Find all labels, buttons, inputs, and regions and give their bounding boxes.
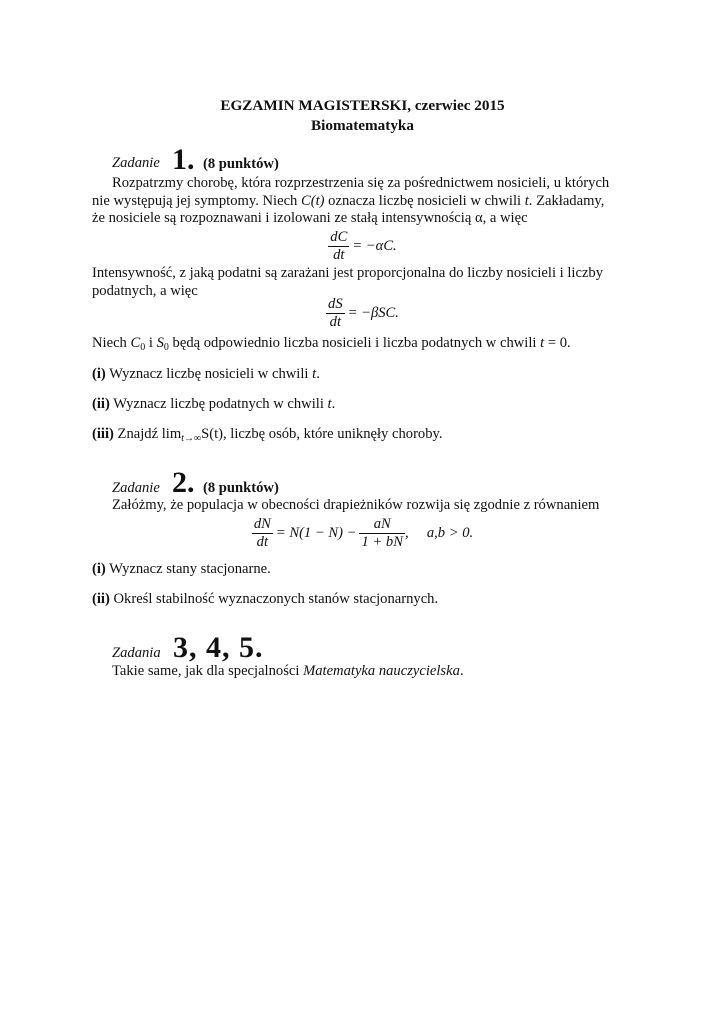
- eq1-fraction: $\frac{dC}{dt}$: [330, 229, 348, 263]
- eq3-fraction-right: $\frac{aN}{1 + bN}$: [361, 516, 403, 550]
- task345-number: 3, 4, 5.: [173, 631, 264, 664]
- task345-label: Zadania: [112, 645, 161, 661]
- task2-number: 2.: [172, 466, 195, 499]
- task2-item-ii: (ii) Określ stabilność wyznaczonych stanów stacjonarnych.: [92, 591, 439, 607]
- eq2-fraction: $\frac{dS}{dt}$: [328, 296, 343, 330]
- equation-1: $\frac{dC}{dt}$ = −αC.: [330, 229, 397, 263]
- task1-heading: [112, 155, 160, 172]
- task1-para1-line1: Rozpatrzmy chorobę, która rozprzestrzenia się za pośrednictwem nosicieli, u których: [112, 175, 610, 191]
- task1-para3: Niech $C_0$ i $S_0$ będą odpowiednio liczba nosicieli i liczba podatnych w chwili t = 0.: [92, 335, 571, 353]
- task2-label: Zadanie: [112, 480, 160, 496]
- task345-text: Takie same, jak dla specjalności Matematyka nauczycielska.: [112, 663, 464, 679]
- task1-para2-line1: Intensywność, z jaką podatni są zarażani jest proporcjonalna do liczby nosicieli i liczby: [92, 265, 604, 281]
- task1-item-ii: (ii) Wyznacz liczbę podatnych w chwili t.: [92, 396, 336, 412]
- task1-number: 1.: [172, 143, 195, 176]
- equation-3: $\frac{dN}{dt}$ = N(1 − N) − $\frac{aN}{1 + bN}$ , a,b > 0.: [253, 516, 474, 550]
- task1-para2-line2: podatnych, a więc: [92, 283, 198, 299]
- task1-points: (8 punktów): [203, 156, 279, 172]
- task1-item-i: (i) Wyznacz liczbę nosicieli w chwili t.: [92, 366, 320, 382]
- task345-heading: [112, 645, 161, 662]
- task2-item-i: (i) Wyznacz stany stacjonarne.: [92, 561, 271, 577]
- task2-points: (8 punktów): [203, 480, 279, 496]
- task1-para1-line3: że nosiciele są rozpoznawani i izolowani ze stałą intensywnością α, a więc: [92, 210, 528, 226]
- task1-para1-line2: nie występują jej symptomy. Niech C(t) oznacza liczbę nosicieli w chwili t. Zakładamy,: [92, 193, 605, 209]
- task1-item-iii: (iii) Znajdź $\lim_{t\to\infty}S(t)$, liczbę osób, które uniknęły choroby.: [92, 426, 443, 444]
- exam-subtitle: Biomatematyka: [311, 117, 414, 134]
- exam-title: EGZAMIN MAGISTERSKI, czerwiec 2015: [220, 97, 505, 114]
- eq3-fraction-left: $\frac{dN}{dt}$: [253, 516, 271, 550]
- task2-heading: [112, 480, 160, 497]
- equation-2: $\frac{dS}{dt}$ = −βSC.: [328, 296, 399, 330]
- task1-label: Zadanie: [112, 155, 160, 171]
- task2-para1: Załóżmy, że populacja w obecności drapieżników rozwija się zgodnie z równaniem: [112, 497, 600, 513]
